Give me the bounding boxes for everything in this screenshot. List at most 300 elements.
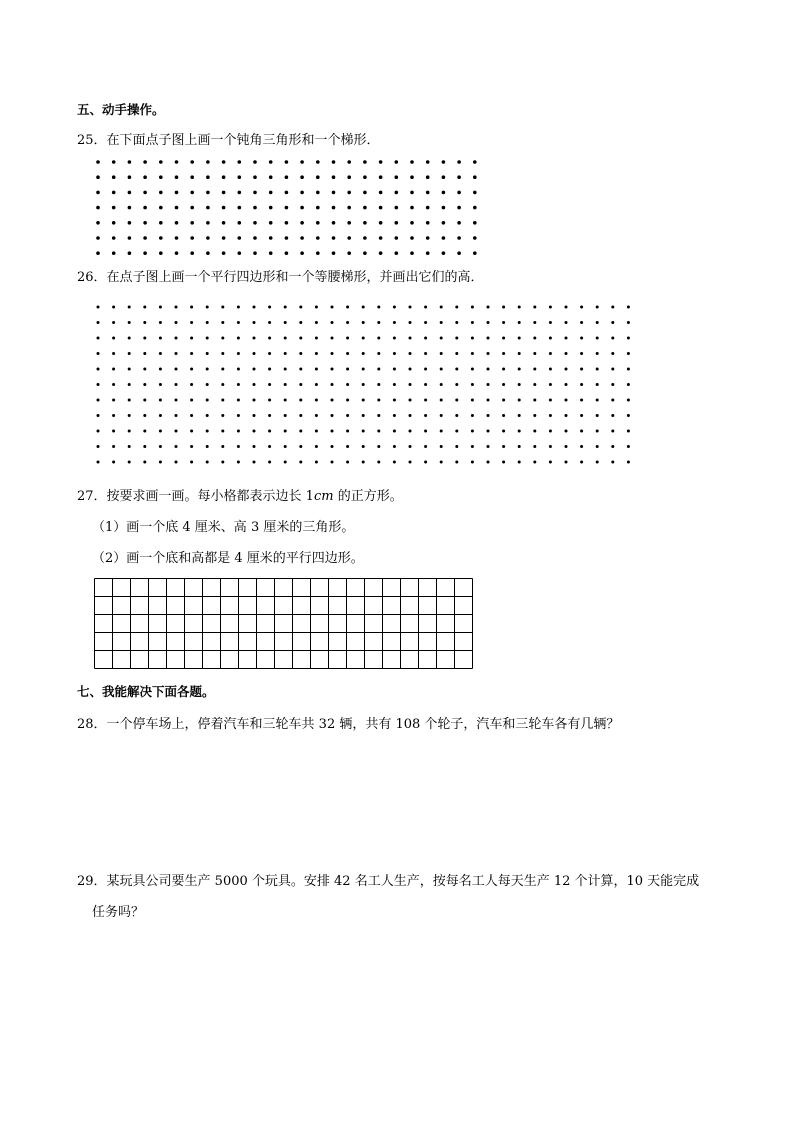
grid-dot (611, 352, 614, 355)
grid-dot (315, 306, 318, 309)
grid-dot (299, 445, 302, 448)
grid-dot (580, 430, 583, 433)
grid-dot (455, 430, 458, 433)
grid-dot (190, 368, 193, 371)
grid-dot (253, 160, 257, 164)
grid-dot (315, 352, 318, 355)
grid-dot (112, 321, 115, 324)
grid-dot (533, 399, 536, 402)
grid-dot (112, 160, 116, 164)
grid-dot (377, 306, 380, 309)
grid-dot (128, 251, 132, 255)
grid-dot (596, 383, 599, 386)
grid-dot (206, 206, 210, 210)
grid-dot (190, 337, 193, 340)
grid-dot (253, 221, 257, 225)
grid-dot (285, 236, 289, 240)
grid-dot (533, 368, 536, 371)
grid-dot (206, 321, 209, 324)
grid-dot (379, 221, 383, 225)
grid-dot (487, 383, 490, 386)
grid-dot (393, 430, 396, 433)
grid-dot (346, 461, 349, 464)
grid-dot (379, 160, 383, 164)
grid-dot (409, 352, 412, 355)
grid-dot (549, 430, 552, 433)
grid-dot (253, 445, 256, 448)
grid-dot (409, 445, 412, 448)
grid-dot (331, 461, 334, 464)
grid-dot (518, 430, 521, 433)
grid-dot (518, 399, 521, 402)
grid-dot (393, 306, 396, 309)
grid-dot (237, 445, 240, 448)
grid-dot (253, 414, 256, 417)
grid-dot (300, 221, 304, 225)
grid-dot (471, 445, 474, 448)
grid-dot (159, 399, 162, 402)
grid-dot (565, 306, 568, 309)
question-27-prefix: 27．按要求画一画。每小格都表示边长 1 (77, 489, 314, 504)
grid-dot (190, 306, 193, 309)
grid-dot (533, 414, 536, 417)
grid-dot (299, 430, 302, 433)
grid-dot (409, 321, 412, 324)
grid-dot (316, 221, 320, 225)
grid-dot (457, 191, 461, 195)
grid-dot (442, 160, 446, 164)
grid-dot (502, 445, 505, 448)
grid-dot (284, 461, 287, 464)
grid-dot (393, 445, 396, 448)
grid-dot (379, 191, 383, 195)
grid-dot (549, 352, 552, 355)
grid-dot (253, 337, 256, 340)
grid-dot (424, 430, 427, 433)
grid-dot (487, 414, 490, 417)
grid-dot (253, 191, 257, 195)
grid-dot (175, 461, 178, 464)
grid-dot (159, 461, 162, 464)
grid-dot (580, 306, 583, 309)
grid-dot (379, 236, 383, 240)
grid-dot (440, 461, 443, 464)
grid-dot (377, 414, 380, 417)
grid-dot (159, 368, 162, 371)
grid-dot (190, 383, 193, 386)
grid-dot (284, 445, 287, 448)
grid-dot (363, 160, 367, 164)
grid-dot (285, 191, 289, 195)
grid-dot (96, 191, 100, 195)
grid-dot (269, 160, 273, 164)
grid-dot (596, 445, 599, 448)
grid-dot (424, 368, 427, 371)
grid-dot (549, 399, 552, 402)
grid-dot (346, 414, 349, 417)
grid-dot (611, 383, 614, 386)
grid-dot (409, 337, 412, 340)
grid-dot (285, 221, 289, 225)
grid-dot (268, 337, 271, 340)
grid-dot (159, 445, 162, 448)
grid-dot (268, 383, 271, 386)
grid-dot (473, 251, 477, 255)
grid-dot (518, 445, 521, 448)
grid-dot (175, 191, 179, 195)
grid-dot (128, 236, 132, 240)
grid-dot (533, 337, 536, 340)
grid-dot (284, 368, 287, 371)
grid-dot (442, 206, 446, 210)
grid-dot (206, 352, 209, 355)
section-heading-hands-on: 五、动手操作。 (77, 102, 165, 117)
grid-dot (518, 461, 521, 464)
grid-dot (426, 221, 430, 225)
grid-dot (159, 206, 163, 210)
grid-dot (96, 221, 100, 225)
grid-dot (285, 251, 289, 255)
grid-dot (112, 221, 116, 225)
grid-dot (377, 368, 380, 371)
grid-dot (143, 430, 146, 433)
grid-dot (410, 206, 414, 210)
grid-dot (331, 306, 334, 309)
grid-dot (611, 337, 614, 340)
grid-dot (299, 337, 302, 340)
grid-dot (440, 414, 443, 417)
square-grid-q27[interactable] (94, 578, 484, 678)
grid-dot (175, 321, 178, 324)
grid-dot (442, 221, 446, 225)
grid-dot (426, 191, 430, 195)
grid-dot (362, 352, 365, 355)
grid-dot (471, 461, 474, 464)
grid-dot (97, 352, 100, 355)
grid-dot (362, 368, 365, 371)
grid-dot (268, 445, 271, 448)
grid-dot (363, 175, 367, 179)
grid-dot (455, 461, 458, 464)
question-27 (77, 489, 403, 505)
grid-dot (455, 383, 458, 386)
grid-dot (128, 414, 131, 417)
grid-dot (611, 445, 614, 448)
grid-dot (471, 321, 474, 324)
grid-dot (128, 352, 131, 355)
grid-dot (206, 383, 209, 386)
grid-dot (487, 430, 490, 433)
dot-grid-q25[interactable] (92, 155, 492, 265)
grid-dot (347, 206, 351, 210)
grid-dot (363, 191, 367, 195)
grid-dot (455, 445, 458, 448)
grid-dot (159, 430, 162, 433)
grid-dot (97, 306, 100, 309)
grid-dot (487, 368, 490, 371)
grid-dot (502, 368, 505, 371)
grid-dot (315, 445, 318, 448)
grid-dot (316, 236, 320, 240)
grid-dot (346, 321, 349, 324)
grid-dot (97, 430, 100, 433)
grid-dot (143, 399, 146, 402)
grid-dot (346, 445, 349, 448)
grid-dot (627, 414, 630, 417)
grid-dot (455, 414, 458, 417)
grid-dot (533, 352, 536, 355)
grid-dot (97, 414, 100, 417)
grid-dot (331, 383, 334, 386)
grid-dot (473, 206, 477, 210)
grid-dot (300, 206, 304, 210)
grid-dot (410, 251, 414, 255)
grid-dot (190, 399, 193, 402)
grid-dot (175, 160, 179, 164)
grid-dot (96, 236, 100, 240)
grid-dot (627, 306, 630, 309)
grid-dot (395, 206, 399, 210)
grid-dot (299, 306, 302, 309)
grid-dot (268, 399, 271, 402)
grid-dot (518, 414, 521, 417)
grid-dot (362, 414, 365, 417)
grid-dot (455, 352, 458, 355)
grid-dot (175, 368, 178, 371)
grid-dot (565, 445, 568, 448)
grid-dot (299, 414, 302, 417)
grid-dot (238, 221, 242, 225)
grid-dot (457, 160, 461, 164)
grid-dot (316, 191, 320, 195)
grid-dot (346, 352, 349, 355)
grid-dot (580, 321, 583, 324)
grid-dot (268, 461, 271, 464)
grid-dot (424, 352, 427, 355)
grid-dot (410, 221, 414, 225)
grid-dot (221, 430, 224, 433)
grid-dot (253, 368, 256, 371)
grid-dot (440, 337, 443, 340)
grid-dot (221, 368, 224, 371)
grid-dot (315, 399, 318, 402)
grid-dot (393, 368, 396, 371)
grid-dot (363, 206, 367, 210)
grid-dot (253, 175, 257, 179)
grid-dot (206, 160, 210, 164)
grid-dot (316, 175, 320, 179)
grid-dot (457, 236, 461, 240)
grid-dot (611, 430, 614, 433)
grid-dot (502, 306, 505, 309)
grid-dot (237, 321, 240, 324)
grid-dot (238, 175, 242, 179)
grid-dot (175, 221, 179, 225)
grid-dot (565, 414, 568, 417)
grid-dot (128, 399, 131, 402)
grid-dot (253, 306, 256, 309)
grid-dot (455, 337, 458, 340)
grid-dot (440, 399, 443, 402)
grid-dot (377, 321, 380, 324)
grid-dot (268, 414, 271, 417)
grid-dot (143, 321, 146, 324)
grid-dot (533, 430, 536, 433)
grid-dot (596, 337, 599, 340)
grid-dot (395, 191, 399, 195)
grid-dot (596, 321, 599, 324)
grid-dot (96, 206, 100, 210)
grid-dot (377, 383, 380, 386)
grid-dot (440, 445, 443, 448)
grid-dot (549, 414, 552, 417)
grid-dot (315, 414, 318, 417)
grid-dot (455, 368, 458, 371)
grid-dot (97, 461, 100, 464)
grid-dot (175, 430, 178, 433)
grid-dot (221, 321, 224, 324)
grid-dot (471, 414, 474, 417)
grid-dot (128, 160, 132, 164)
grid-dot (442, 251, 446, 255)
grid-dot (580, 399, 583, 402)
grid-dot (206, 430, 209, 433)
grid-dot (221, 414, 224, 417)
grid-dot (502, 430, 505, 433)
grid-dot (410, 160, 414, 164)
grid-dot (143, 206, 147, 210)
grid-dot (362, 383, 365, 386)
grid-dot (377, 399, 380, 402)
grid-dot (596, 368, 599, 371)
grid-dot (331, 337, 334, 340)
grid-dot (362, 461, 365, 464)
grid-dot (143, 175, 147, 179)
grid-dot (424, 337, 427, 340)
dot-grid-q26[interactable] (92, 300, 652, 470)
grid-dot (409, 430, 412, 433)
grid-dot (611, 461, 614, 464)
grid-dot (487, 352, 490, 355)
grid-dot (409, 368, 412, 371)
question-26: 26．在点子图上画一个平行四边形和一个等腰梯形，并画出它们的高． (77, 270, 484, 285)
grid-dot (315, 321, 318, 324)
grid-dot (627, 430, 630, 433)
grid-dot (190, 175, 194, 179)
grid-dot (97, 368, 100, 371)
grid-dot (284, 399, 287, 402)
grid-dot (473, 175, 477, 179)
grid-dot (424, 306, 427, 309)
question-29-line-2: 任务吗？ (92, 905, 145, 920)
grid-dot (471, 383, 474, 386)
grid-dot (97, 321, 100, 324)
grid-dot (237, 383, 240, 386)
grid-dot (533, 306, 536, 309)
grid-dot (471, 399, 474, 402)
grid-dot (363, 251, 367, 255)
grid-dot (379, 175, 383, 179)
grid-dot (206, 399, 209, 402)
grid-dot (440, 352, 443, 355)
grid-dot (143, 160, 147, 164)
grid-dot (395, 236, 399, 240)
grid-dot (299, 461, 302, 464)
grid-dot (128, 337, 131, 340)
grid-dot (596, 461, 599, 464)
grid-dot (128, 221, 132, 225)
grid-dot (175, 206, 179, 210)
grid-dot (393, 399, 396, 402)
grid-dot (175, 306, 178, 309)
grid-dot (238, 160, 242, 164)
grid-dot (518, 368, 521, 371)
grid-dot (487, 445, 490, 448)
grid-dot (284, 321, 287, 324)
grid-dot (565, 399, 568, 402)
grid-dot (426, 251, 430, 255)
grid-dot (96, 175, 100, 179)
grid-dot (315, 383, 318, 386)
grid-dot (440, 321, 443, 324)
grid-dot (332, 221, 336, 225)
grid-dot (363, 236, 367, 240)
grid-dot (159, 306, 162, 309)
grid-dot (332, 236, 336, 240)
grid-dot (112, 414, 115, 417)
grid-dot (331, 414, 334, 417)
grid-dot (268, 352, 271, 355)
grid-dot (596, 352, 599, 355)
grid-dot (346, 306, 349, 309)
grid-dot (502, 461, 505, 464)
grid-dot (473, 160, 477, 164)
grid-dot (128, 206, 132, 210)
grid-dot (112, 445, 115, 448)
grid-dot (175, 175, 179, 179)
grid-dot (596, 399, 599, 402)
grid-dot (362, 321, 365, 324)
grid-dot (549, 321, 552, 324)
grid-dot (159, 175, 163, 179)
grid-dot (237, 337, 240, 340)
grid-dot (300, 175, 304, 179)
grid-dot (112, 337, 115, 340)
grid-dot (377, 430, 380, 433)
section-heading-solve-problems: 七、我能解决下面各题。 (77, 684, 215, 699)
grid-dot (128, 321, 131, 324)
grid-dot (253, 399, 256, 402)
grid-dot (112, 236, 116, 240)
grid-dot (565, 352, 568, 355)
grid-dot (426, 175, 430, 179)
grid-dot (424, 414, 427, 417)
grid-dot (424, 461, 427, 464)
grid-dot (285, 160, 289, 164)
grid-dot (206, 306, 209, 309)
grid-dot (457, 206, 461, 210)
grid-dot (222, 175, 226, 179)
grid-dot (190, 430, 193, 433)
grid-dot (332, 160, 336, 164)
grid-dot (549, 445, 552, 448)
grid-dot (315, 337, 318, 340)
grid-dot (502, 337, 505, 340)
grid-dot (159, 251, 163, 255)
grid-dot (442, 191, 446, 195)
grid-dot (627, 383, 630, 386)
grid-dot (269, 191, 273, 195)
